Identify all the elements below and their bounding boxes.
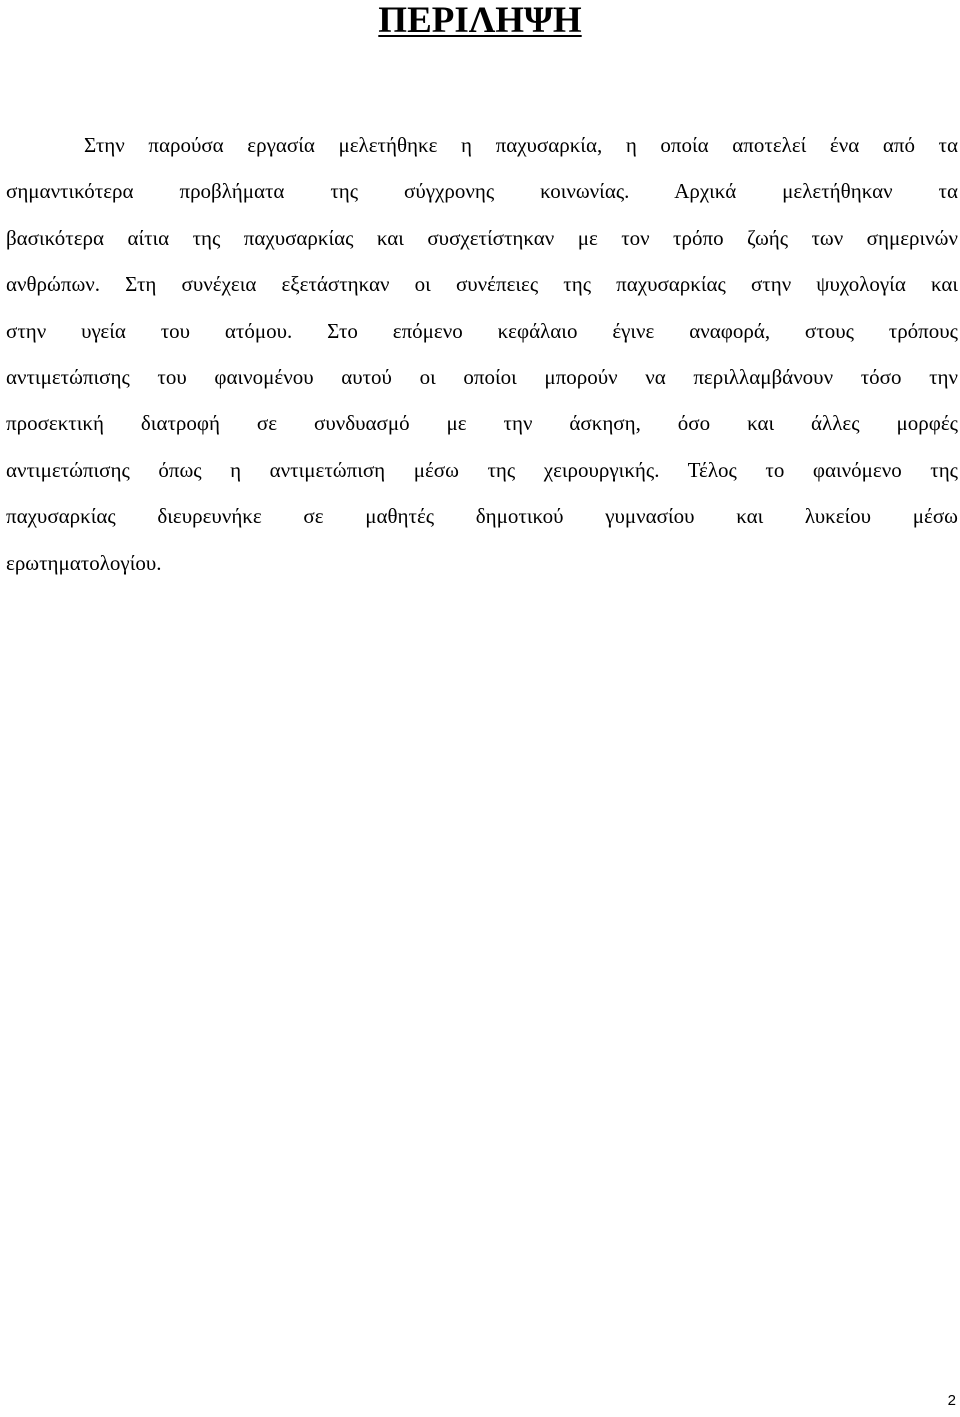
page-title-text: ΠΕΡΙΛΗΨΗ [378,0,582,41]
abstract-line: σημαντικότερα προβλήματα της σύγχρονης κοινωνίας. Αρχικά μελετήθηκαν τα [6,179,958,204]
abstract-line: στην υγεία του ατόμου. Στο επόμενο κεφάλαιο έγινε αναφορά, στους τρόπους [6,318,958,343]
page-number: 2 [947,1392,956,1409]
abstract-line: παχυσαρκίας διευρευνήκε σε μαθητές δημοτικού γυμνασίου και λυκείου μέσω [6,504,958,529]
abstract-line: αντιμετώπισης όπως η αντιμετώπιση μέσω της χειρουργικής. Τέλος το φαινόμενο της [6,457,958,482]
abstract-line: Στην παρούσα εργασία μελετήθηκε η παχυσαρκία, η οποία αποτελεί ένα από τα [84,133,958,157]
page-title [0,0,960,42]
abstract-line: ανθρώπων. Στη συνέχεια εξετάστηκαν οι συνέπειες της παχυσαρκίας στην ψυχολογία και [6,272,958,297]
abstract-line: ερωτηματολογίου. [6,550,162,575]
abstract-line: προσεκτική διατροφή σε συνδυασμό με την άσκηση, όσο και άλλες μορφές [6,411,958,436]
abstract-paragraph [6,122,958,586]
abstract-line: αντιμετώπισης του φαινομένου αυτού οι οποίοι μπορούν να περιλλαμβάνουν τόσο την [6,364,958,389]
abstract-line: βασικότερα αίτια της παχυσαρκίας και συσχετίστηκαν με τον τρόπο ζωής των σημερινών [6,225,958,250]
